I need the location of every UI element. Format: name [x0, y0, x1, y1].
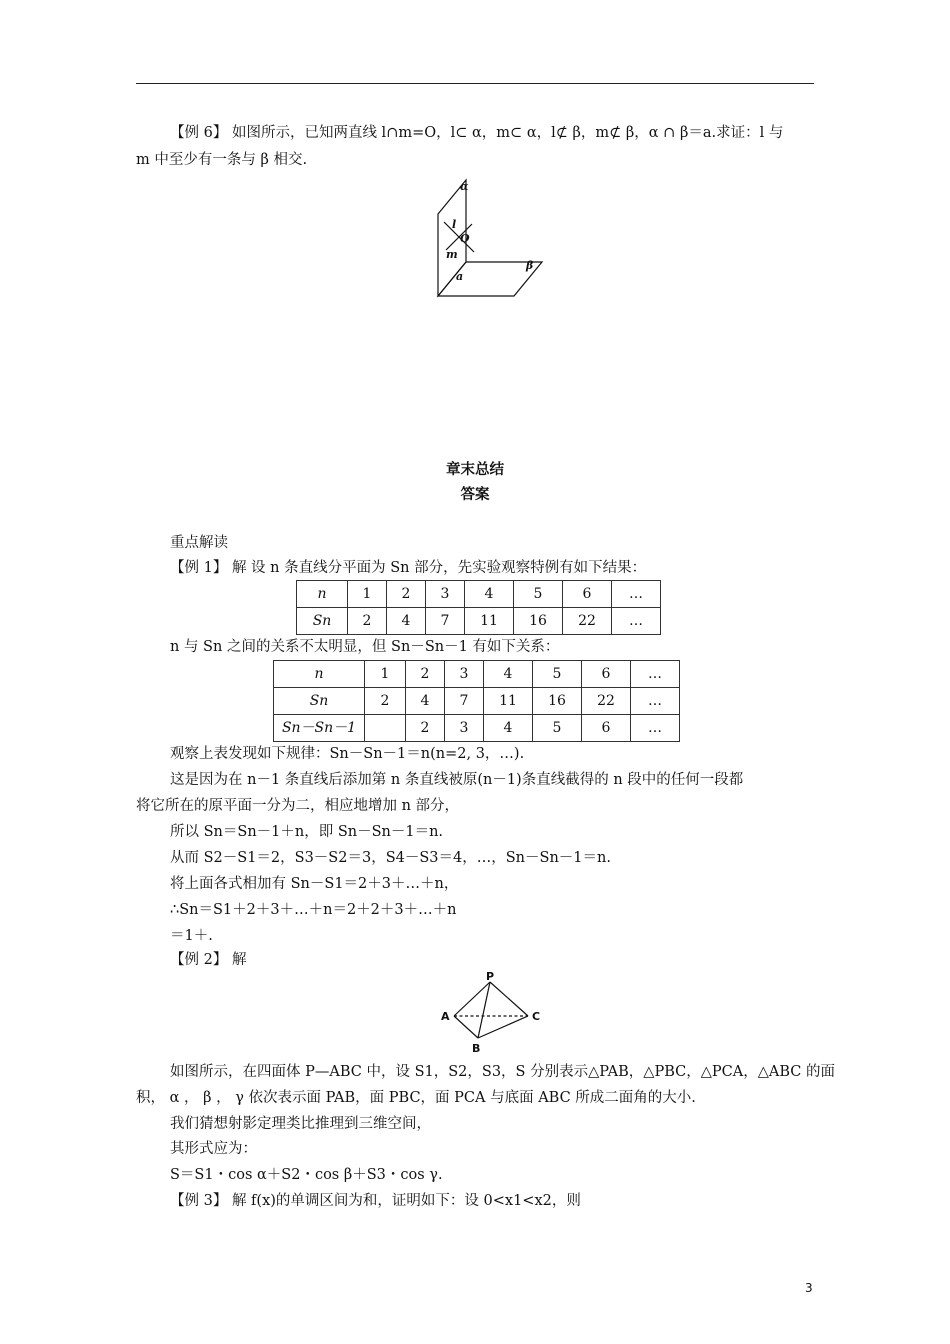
- example1-line6: 将上面各式相加有 Sn－S1＝2＋3＋…＋n，: [170, 876, 459, 892]
- example1-line5: 从而 S2－S1＝2，S3－S2＝3，S4－S3＝4，…，Sn－Sn－1＝n.: [170, 850, 611, 866]
- example1-mid: n 与 Sn 之间的关系不太明显，但 Sn－Sn－1 有如下关系：: [170, 639, 560, 655]
- example1-line3: 将它所在的原平面一分为二，相应地增加 n 部分，: [136, 798, 460, 814]
- table-cell: 6: [582, 661, 631, 688]
- table-cell: 4: [406, 688, 445, 715]
- table-cell: Sn－Sn－1: [274, 715, 365, 742]
- table-cell: [365, 715, 406, 742]
- table-cell: 2: [406, 661, 445, 688]
- table-cell: 5: [533, 715, 582, 742]
- table-cell: 22: [563, 608, 612, 635]
- example6-line2: m 中至少有一条与 β 相交.: [136, 152, 308, 168]
- table-cell: 7: [445, 688, 484, 715]
- table-cell: …: [612, 608, 661, 635]
- table-cell: 16: [533, 688, 582, 715]
- example1-line1: 观察上表发现如下规律：Sn－Sn－1＝n(n=2, 3，…).: [170, 746, 525, 762]
- example1-line2: 这是因为在 n－1 条直线后添加第 n 条直线被原(n－1)条直线截得的 n 段中的任何一段都: [170, 772, 744, 788]
- table-cell: 4: [484, 715, 533, 742]
- table-row: [274, 688, 680, 715]
- example1-line4: 所以 Sn＝Sn－1＋n，即 Sn－Sn－1＝n.: [170, 824, 444, 840]
- example2-line3: 我们猜想射影定理类比推理到三维空间，: [170, 1116, 431, 1132]
- example1-line8: ＝1＋.: [170, 928, 213, 944]
- table-cell: 4: [484, 661, 533, 688]
- table-cell: 7: [426, 608, 465, 635]
- table-row: [297, 581, 661, 608]
- section-subtitle: 答案: [460, 487, 490, 503]
- table-cell: …: [631, 688, 680, 715]
- fig2-label-A: A: [441, 1010, 450, 1023]
- example2-line5: S＝S1・cos α＋S2・cos β＋S3・cos γ.: [170, 1167, 443, 1183]
- table-row: [297, 608, 661, 635]
- example2-line2: 积， α ， β ， γ 依次表示面 PAB，面 PBC，面 PCA 与底面 ABC 所成二面角的大小.: [136, 1090, 696, 1106]
- fig1-label-a: a: [456, 270, 464, 283]
- tetrahedron-figure: [438, 970, 548, 1056]
- fig2-label-P: P: [486, 970, 495, 983]
- example1-intro: 【例 1】 解 设 n 条直线分平面为 Sn 部分，先实验观察特例有如下结果：: [170, 560, 647, 576]
- page-number: 3: [805, 1281, 813, 1295]
- fig2-label-C: C: [532, 1010, 541, 1023]
- table-cell: 11: [484, 688, 533, 715]
- table-row: [274, 715, 680, 742]
- header-rule: [136, 83, 814, 84]
- example2-line1: 如图所示，在四面体 P—ABC 中，设 S1，S2，S3，S 分别表示△PAB，△PBC，△PCA，△ABC 的面: [170, 1064, 835, 1080]
- section-title: 章末总结: [446, 462, 504, 478]
- table-cell: 6: [582, 715, 631, 742]
- example2-line4: 其形式应为：: [170, 1141, 257, 1157]
- example2-heading: 【例 2】 解: [170, 952, 247, 968]
- table-cell: n: [297, 581, 348, 608]
- table-cell: 3: [426, 581, 465, 608]
- table-cell: 11: [465, 608, 514, 635]
- example1-line7: ∴Sn＝S1＋2＋3＋…＋n＝2＋2＋3＋…＋n: [170, 902, 457, 918]
- table-cell: 2: [406, 715, 445, 742]
- fig1-label-O: O: [460, 232, 470, 245]
- table-cell: 4: [387, 608, 426, 635]
- table-cell: 6: [563, 581, 612, 608]
- table-row: [274, 661, 680, 688]
- table-sn: [296, 580, 661, 635]
- table-cell: 2: [365, 688, 406, 715]
- fig2-label-B: B: [472, 1042, 481, 1055]
- table-cell: 3: [445, 715, 484, 742]
- table-cell: …: [631, 661, 680, 688]
- example6-line1: 【例 6】 如图所示，已知两直线 l∩m=O，l⊂ α，m⊂ α，l⊄ β，m⊄ β，α ∩ β＝a.求证：l 与: [170, 125, 784, 141]
- table-cell: 5: [514, 581, 563, 608]
- table-cell: 1: [365, 661, 406, 688]
- table-cell: …: [631, 715, 680, 742]
- table-cell: 22: [582, 688, 631, 715]
- table-cell: 16: [514, 608, 563, 635]
- table-cell: 1: [348, 581, 387, 608]
- table-cell: 2: [387, 581, 426, 608]
- table-sn-diff: [273, 660, 680, 742]
- key-points-heading: 重点解读: [170, 535, 228, 551]
- table-cell: 5: [533, 661, 582, 688]
- table-cell: …: [612, 581, 661, 608]
- table-cell: 3: [445, 661, 484, 688]
- table-cell: 2: [348, 608, 387, 635]
- fig1-label-l: l: [452, 218, 457, 231]
- planes-figure: [430, 172, 560, 300]
- table-cell: Sn: [297, 608, 348, 635]
- fig1-label-alpha: α: [460, 180, 469, 193]
- table-cell: n: [274, 661, 365, 688]
- table-cell: 4: [465, 581, 514, 608]
- fig1-label-m: m: [446, 248, 458, 261]
- table-cell: Sn: [274, 688, 365, 715]
- fig1-label-beta: β: [526, 259, 534, 272]
- example3-line1: 【例 3】 解 f(x)的单调区间为和，证明如下：设 0<x1<x2，则: [170, 1193, 581, 1209]
